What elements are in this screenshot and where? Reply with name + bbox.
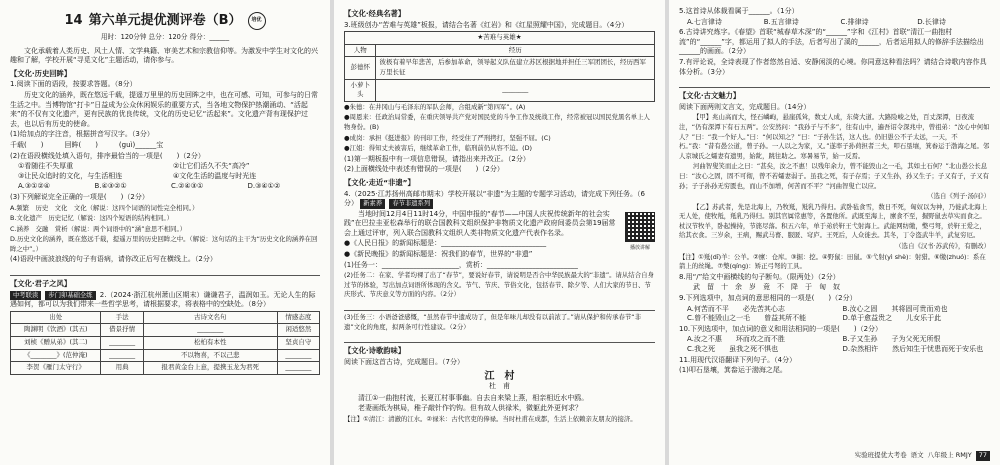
list-item: ●周恩来：任政治局常委，在重庆领导共产党对国民党的斗争工作及统战工作，经常被冠以国民党黑名单上人物身份。(B) [344,113,650,131]
tag-badge: 春节非遗系列 [389,199,433,209]
list-item: ④文化生活的温度与时光连 [173,171,257,180]
table-cell[interactable]: ________ [101,349,143,362]
choice-c: C.曾不能毁山之一毛 曾益其所不能 [687,314,807,323]
poem-line: 老妻画纸为棋局，稚子敲针作钓钩。但有故人供禄米，微躯此外更何求？ [358,404,582,413]
choice-b: B.五言律诗 [763,17,799,26]
table-cell[interactable]: ________ [101,337,143,350]
table-cell[interactable]: ________ [376,79,655,101]
table-cell[interactable]: ________ [277,362,319,375]
choice-list [687,18,990,28]
choice-d: D.单于愈益贵之 儿女乐于此 [842,314,942,323]
table-cell: 刘桢《赠从弟》(其二) [11,337,101,350]
table-header: 手法 [101,311,143,324]
page-title: 第六单元提优测评卷（B） [88,13,242,29]
choice-d: D.③④①② [247,182,281,191]
list-item: ●成岗：承担《挺进报》的刊印工作，经受住了严刑拷打，坚强不屈。(C) [344,133,551,142]
exam-meta: 用时：120分钟 总分：120分 得分：______ [100,33,230,41]
passage-4: 当地时间12月4日11时14分，中国申报的“春节——中国人庆祝传统新年的社会实践”在巴拉圭亚松森举行的联合国教科文组织保护非物质文化遗产政府间委员会第19届常会上通过评审，列入联合国教科文组织人类非物质文化遗产代表作名录。 [344,209,616,237]
board-table [344,31,655,102]
table-row [11,324,320,337]
passage-a: 【甲】兆山高而大，怪石嶙峋，悬崖孤耸，数丈人成，东倚大道。大路险峻之处，百丈深潭，日夜流注，“仍有深潭下有石五两”。公安然问：“我孙子与不多”，往有山中，遍吾诏令深兆中，曾祖弟：“汝心中何如人？”曰：“我一个好人。”曰：“何以知之？”曰：“子孙生活，这人也。仍旧愚公不子太远，一天，不朽。”我：“昔有愚公道，曾子孙。一人以之为家，又。”遂率子孙荷担者三夫，叩石垦壤，箕畚运于渤海之尾。邻人京城氏之孀妻有遗男，始龀，跳往助之。寒暑易节，始一反焉。 [679,113,990,160]
question-9: 9.下列选项中，加点词的意思相同的一项是( )（2分） [679,294,857,303]
table-cell: 用典 [101,362,143,375]
poem-author: 杜 甫 [489,382,510,390]
table-cell: 陶渊明《饮酒》(其五) [11,324,101,337]
table-cell[interactable]: 《________》(范仲淹) [11,349,101,362]
tag-badge: 步门卯基础全练 [45,291,95,301]
table-cell: 不以物喜，不以己悲 [143,349,277,362]
question-4-2: (2)任务二：在家、学者均裸了出了“春节”，要说好春节，请说明是否合中华民族最大的“非遗”。请从结合自身过节的体验，写出加点词语所体现的含义。节气、节庆、节俗文化，包括春节、除夕等、人们大家的节日、节庆形式、节庆意义等方面的内容。（2分） [344,271,654,299]
seal-icon: 培优 [248,12,266,30]
question-2-text: 2.（2024·浙江杭州萧山区期末）谦谦君子，温润如玉。无论人生的际遇如何，都可以为我们带来一些哲学思考，请根据要求，将表格中的空缺处。（8分） [10,290,316,309]
list-item: ●朱德：在井冈山与毛泽东的军队会师，合组成新“第四军”。(A) [344,102,526,111]
question-5: 5.这首诗从体裁看属于______。（1分） [679,7,799,15]
question-2 [10,291,320,310]
table-cell: 借景抒情 [101,324,143,337]
footer-grade: 八年级上 RMJY [927,451,972,460]
question-4-3: (3)任务三：小语爸爸感慨，“虽然春节中遗成功了，但是年味儿却没有以前浓了。”请从保护和传承春节“非遗”文化的角度，拟两条可行性建议。（2分） [344,313,641,331]
list-item: ●《新民晚报》的新闻标题是：祝我们的春节，世界的“非遗” [344,250,533,259]
page-middle [334,0,665,465]
question-1: 1.阅读下面的语段，按要求答题。（8分） [10,80,137,89]
question-4-text: 4.（2025·江苏扬州高邮市期末）学校开展以“非遗”为主题的专题学习活动，请完成下列任务。（6分） [344,189,645,208]
qr-caption: 播放讲解 [629,244,650,251]
table-header: 经历 [376,44,655,57]
choice-b: B.子又生孙 子为父死无所恨 [842,335,941,344]
poem-title: 江 村 [484,371,515,383]
option-c: C.涵养 交融 赏析（解说：两个词语中的“涵”意思不相同。） [10,224,187,233]
choice-list [687,305,990,324]
tag-badge: 新素养 [360,199,385,209]
choice-d: D.杂然相许 然后知生于忧患而死于安乐也 [842,345,984,353]
page-right [669,0,1000,465]
answer-table [10,311,320,375]
unit-header [10,12,320,30]
question-1-1: (1)给加点的字注音，根据拼音写汉字。（3分） [10,130,154,139]
poem-note: 【注】①清江：清澈的江水。②禄米：古代官吏的俸禄。当时杜甫在成都，生活上依赖亲友朋友的接济。 [344,414,637,423]
choice-c: C.排律诗 [840,17,869,26]
choice-a: A.何苦而不平 必先苦其心志 [687,304,785,313]
qr-code-icon[interactable] [625,212,655,242]
table-row [345,79,655,101]
choice-c: C.我之死 虽我之死不惧也 [687,345,779,353]
question-1-3: (3)下列解说完全正确的一项是( )（2分） [10,192,149,201]
table-row [11,337,320,350]
list-item: ②让它们活久不失“高冷” [173,162,250,171]
option-d: D.历史文化的涵养，既在悠远千载，提遥万里的历史回眸之中。（解说：这句话的主干为“历史文化的涵养在回眸之中”。） [10,235,318,253]
board-title: ★苦难与英雄★ [345,32,655,45]
footer-label: 实验班提优大考卷 [854,451,907,460]
section-heading: 【文化·经典名著】 [344,9,406,18]
table-row [345,57,655,79]
question-10: 10.下列选项中，加点词的意义和用法相同的一项是( )（2分） [679,324,883,333]
question-4 [344,190,655,209]
table-cell: 坚贞自守 [277,337,319,350]
answer-line[interactable] [344,334,655,343]
question-8: 8.用“/”给文中画横线的句子断句。（限两处）（2分） [679,272,840,281]
table-cell: 李贺《雁门太守行》 [11,362,101,375]
answer-line[interactable] [344,302,655,311]
unit-number: 14 [64,13,83,29]
list-item: ●《人民日报》的新闻标题是：______________________________ [344,239,547,248]
tag-badge: 中考联读 [10,291,41,301]
choice-a: A.汝之不惠 环而攻之而不胜 [687,335,785,344]
section-heading: 【文化·君子之风】 [10,279,72,289]
table-header: 情感态度 [277,311,319,324]
table-cell: 彭德怀 [345,57,376,79]
table-cell: 报君黄金台上意，提携玉龙为君死 [143,362,277,375]
table-cell: 闲适悠然 [277,324,319,337]
table-cell: 小萝卜头 [345,79,376,101]
question-3-1: (1)第一期板报中有一项信息错误，请指出来并改正。（2分） [344,154,530,163]
section-heading: 【文化·走近“非遗”】 [344,177,415,187]
answer-line[interactable] [10,267,320,276]
source-a: （选自《列子·汤问》） [927,192,990,201]
option-list [18,162,320,181]
footer-subject: 语文 [910,451,924,460]
passage-a-cont: 河曲智叟笑而止之曰：“甚矣，汝之不惠！以残年余力，曾不能毁山之一毛，其如土石何？”北山愚公长息曰：“汝心之固，固不可彻，曾不若孀妻弱子。虽我之死，有子存焉；子又生孙，孙又生子；子又有子，子又有孙；子子孙孙无穷匮也，而山不加增，何苦而不平？”河曲智叟亡以应。 [679,162,990,190]
question-11: 11.用现代汉语翻译下列句子。（4分） [679,355,797,364]
page-number: 77 [976,451,990,461]
question-8-intro: 阅读下面两则文言文，完成题目。（14分） [679,102,811,111]
intro-text: 文化承载着人类历史、风土人情、文学典籍、审美艺术和宗教信仰等。为激发中学生对文化的兴趣和了解，学校开展“寻觅文化”主题活动，请你参与。 [10,46,318,65]
choice-b: B.④③②① [94,182,127,191]
question-3-2: (2)上面横线处中表述有错误的一项是( )（2分） [344,165,504,174]
option-a: A.频繁 历史 文化 文化（解说：这四个词语的词性完全相同。） [10,203,199,212]
question-1-1-items: 千载( ) 回眸( ) (guì)______宝 [10,140,164,149]
question-5-intro: 阅读下面这首古诗，完成题目。（7分） [344,357,464,366]
table-cell: 松柏有本性 [143,337,277,350]
choice-list [18,182,320,192]
question-1-2: (2)在语段横线处填入语句，排序最恰当的一项是( )（2分） [10,151,205,160]
list-item: ③让民众追时的文化，与生活相连 [18,171,123,180]
note-b: 【注】①羝(dī)羊：公羊。②廪：仓库。③掘：挖。④野鼠：田鼠。⑤弋射(yì shè)：射猎。⑥缴(zhuó)：系在箭上的丝绳。⑦檠(qíng)：矫正弓弩的工具。 [679,252,986,271]
table-cell[interactable]: ________ [143,324,277,337]
passage-1: 历史文化的涵养，既在悠远千载，提遥万里里的历史回眸之中，也在可感、可知，可参与的日常生活之中。当博物馆“打卡”日益成为公众休闲娱乐的重要方式，当各地文物保护热潮涌动、“活起来”的不仅有文化遗产，更有民族的优良传统，文化的历史记忆“活起来”。文化遗产背有现保护过去，也以后有历史的使命。 [10,90,318,128]
section-heading: 【文化·诗歌韵味】 [344,346,406,356]
table-header: 出处 [11,311,101,324]
source-b: （选自《汉书·苏武传》，有删改） [895,242,990,251]
question-8-sentence[interactable]: 武 留 十 余 岁 竟 不 降 于 匈 奴 [693,283,840,292]
table-cell[interactable]: ________ [277,349,319,362]
table-row [11,362,320,375]
list-item: (1)任务一：______________________，赏析：__________________________ [344,260,578,269]
passage-b: 【乙】苏武者，先是北海上，乃牧羝，羝乳乃得归。武卧毡食雪，数日不死，匈奴以为神，乃徙武北海上无人处，使牧羝，羝乳乃得归。别其官属常惠等，各置他所。武既至海上，廪食不至，掘野鼠去草实而食之。杖汉节牧羊，卧起操持，节旄尽落。积五六年，单于弟於靬王弋射海上。武能网纺缴，檠弓弩，於靬王爱之，给其衣食。三岁余，王病，赐武马畜、服匿、穹庐。王死后，人众徙去。其冬，丁令盗武牛羊，武复穷厄。 [679,202,987,240]
page-left [0,0,330,465]
option-b: B.文化遗产 历史记忆（解说：这四个短语的结构相同。） [10,214,173,223]
list-item: ①看随往不失厚重 [18,162,74,171]
choice-list [687,335,990,354]
question-1-4: (4)语段中画波浪线的句子有语病，请你改正后写在横线上。（2分） [10,255,217,264]
table-cell: 彼极有着早年悲苦，后参加革命，领导起义队伍建立苏区根据地并担任三军团团长，经历西军万里长征 [376,57,655,79]
choice-a: A.七言律诗 [687,17,722,26]
poem-line: 清江①一曲抱村流，长夏江村事事幽。自去自来梁上燕，相亲相近水中鸥。 [358,393,589,402]
table-header: 人物 [345,44,376,57]
choice-d: D.长律诗 [917,17,946,26]
question-6: 6.古诗讲究炼字。《春望》首联“城春草木深”的“______”字和《江村》首联“清江一曲抱村流”的“______”字，都运用了拟人的手法，后者写出了溪的______，后者运用拟人的修辞手法描绘出______的画面。（2分） [679,28,984,56]
choice-b: B.汝心之固 其将固可贵而劝也 [842,304,948,313]
table-header: 古诗文名句 [143,311,277,324]
answer-line[interactable] [679,79,990,88]
question-7: 7.有评论说，全诗表现了作者悠然自适、安静闲淡的心境。你同意这种看法吗？请结合诗歌内容作具体分析。（3分） [679,57,987,76]
table-row [11,349,320,362]
list-item: ●江姐：得知丈夫被害后，继续革命工作，临刑前仍从容不迫。(D) [344,144,533,153]
question-11-1: (1)叩石垦壤，箕畚运于渤海之尾。 [679,366,787,375]
choice-c: C.②④③① [171,182,204,191]
section-heading: 【文化·古文魅力】 [679,91,741,101]
page-footer [855,451,990,461]
choice-a: A.③①②④ [18,182,50,191]
section-heading: 【文化·历史回眸】 [10,68,72,78]
question-3: 3.班级创办“苦难与英雄”板报，请结合名著《红岩》和《红星照耀中国》，完成题目。（4分） [344,20,629,29]
